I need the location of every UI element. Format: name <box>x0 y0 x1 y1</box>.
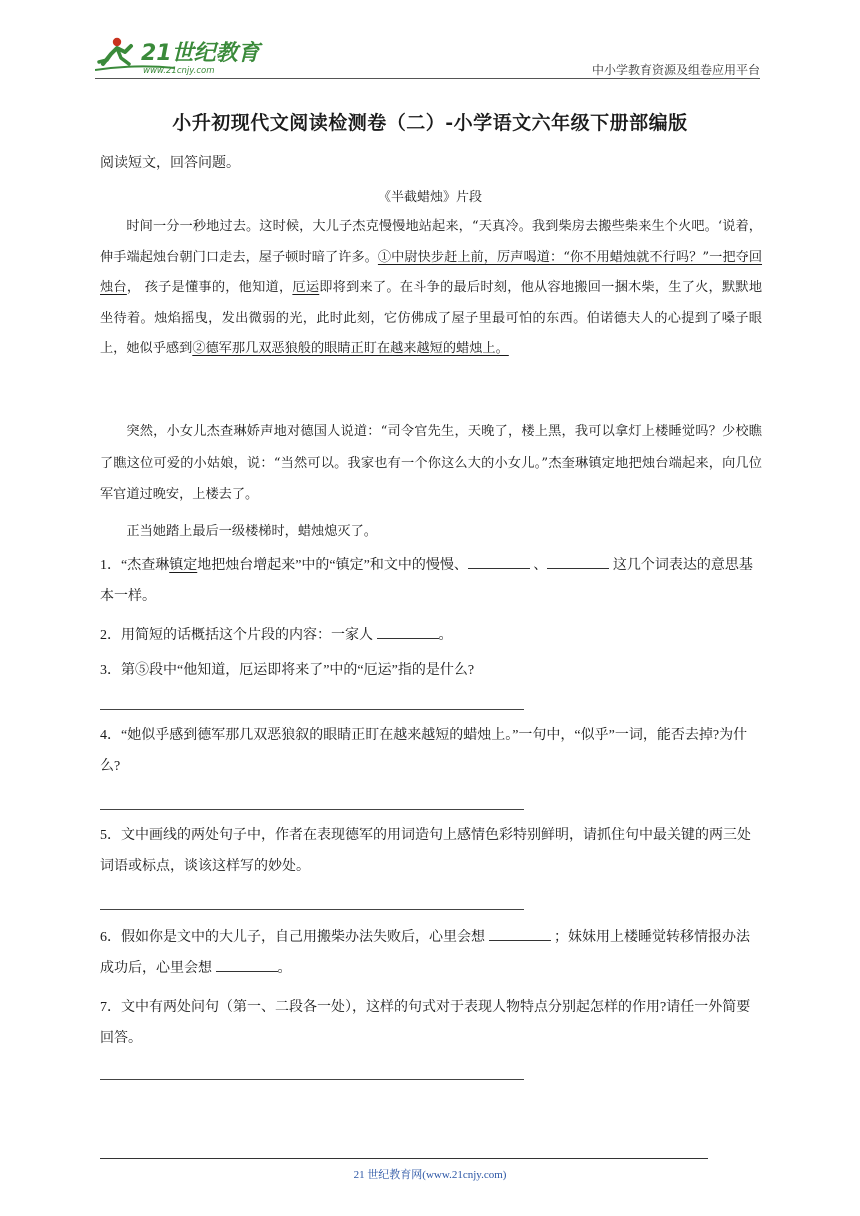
p1-text-c: 即将到来了。在斗争的最后时刻，他从容地搬回一捆木柴，生了火，默默地坐待着。烛焰摇曳，发出微弱的光，此时此刻，它仿佛成了屋子里最可怕的东西。伯诺德夫人的心提到了嗓子眼上，她似乎感到 <box>100 280 763 356</box>
answer-line[interactable] <box>100 809 524 810</box>
question-4: 4．“她似乎感到德军那几双恶狼叙的眼睛正盯在越来越短的蜡烛上。”一句中，“似乎”一词，能否去掉?为什么? <box>100 728 748 774</box>
logo-text: 21世纪教育 <box>141 41 260 66</box>
platform-name: 中小学教育资源及组卷应用平台 <box>591 63 760 77</box>
answer-blank[interactable] <box>468 567 530 569</box>
p3-text: 正当她踏上最后一级楼梯时，蜡烛熄灭了。 <box>126 524 377 539</box>
page-header <box>95 30 760 80</box>
answer-line[interactable] <box>100 1079 524 1080</box>
answer-blank[interactable] <box>547 567 609 569</box>
logo-url: www.21cnjy.com <box>143 66 215 76</box>
p2-text: 突然，小女儿杰查琳娇声地对德国人说道：“司令官先生，天晚了，楼上黑，我可以拿灯上楼睡觉吗？少校瞧了瞧这位可爱的小姑娘，说：“当然可以。我家也有一个你这么大的小女儿。”杰奎琳镇定地把烛台端起来，向几位军官道过晚安，上楼去了。 <box>100 424 762 502</box>
question-1: 1．“杰查琳镇定地把烛台增起来”中的“镇定”和文中的慢慢、 、 这几个词表达的意思基本一样。 <box>100 558 753 604</box>
underlined-sentence-1: ①中尉快步赶上前，厉声喝道：“你不用蜡烛就不行吗？”一把夺回烛台 <box>100 249 763 295</box>
underlined-sentence-2: ②德军那几双恶狼般的眼睛正盯在越来越短的蜡烛上。 <box>192 341 509 356</box>
answer-line[interactable] <box>100 909 524 910</box>
question-3: 3．第⑤段中“他知道，厄运即将来了”中的“厄运”指的是什么? <box>100 663 475 678</box>
answer-line[interactable] <box>100 709 524 710</box>
question-5: 5．文中画线的两处句子中，作者在表现德军的用词造句上感情色彩特别鲜明，请抓住句中最关键的两三处词语或标点，谈该这样写的妙处。 <box>100 828 751 874</box>
underlined-word-zhending: 镇定 <box>169 558 198 573</box>
logo <box>95 34 265 76</box>
question-7: 7．文中有两处问句（第一、二段各一处），这样的句式对于表现人物特点分别起怎样的作用?请任一外简要回答。 <box>100 1000 751 1046</box>
passage-paragraph-1 <box>100 212 762 365</box>
question-2: 2．用简短的话概括这个片段的内容：一家人 。 <box>100 628 453 643</box>
page-title: 小升初现代文阅读检测卷（二）-小学语文六年级下册部编版 <box>172 112 688 134</box>
header-divider <box>95 78 760 79</box>
answer-blank[interactable] <box>377 637 439 639</box>
p1-text-b: ， 孩子是懂事的，他知道， <box>126 280 293 295</box>
footer-link[interactable]: 21 世纪教育网(www.21cnjy.com) <box>353 1169 507 1181</box>
passage-paragraph-3 <box>100 517 762 548</box>
instructions: 阅读短文，回答问题。 <box>100 155 240 171</box>
passage-paragraph-2 <box>100 416 762 511</box>
p1-text-a: 时间一分一秒地过去。这时候，大儿子杰克慢慢地站起来，“天真冷。我到柴房去搬些柴来生个火吧。‘说着，伸手端起烛台朝门口走去，屋子顿时暗了许多。 <box>100 219 762 265</box>
passage-title: 《半截蜡烛》片段 <box>377 190 482 205</box>
footer-divider <box>100 1158 708 1159</box>
answer-blank[interactable] <box>216 970 278 972</box>
underlined-word-eyun: 厄运 <box>292 280 320 295</box>
question-6: 6．假如你是文中的大儿子，自己用搬柴办法失败后，心里会想 ；妹妹用上楼睡觉转移情报办法成功后，心里会想 。 <box>100 930 750 976</box>
answer-blank[interactable] <box>489 939 551 941</box>
